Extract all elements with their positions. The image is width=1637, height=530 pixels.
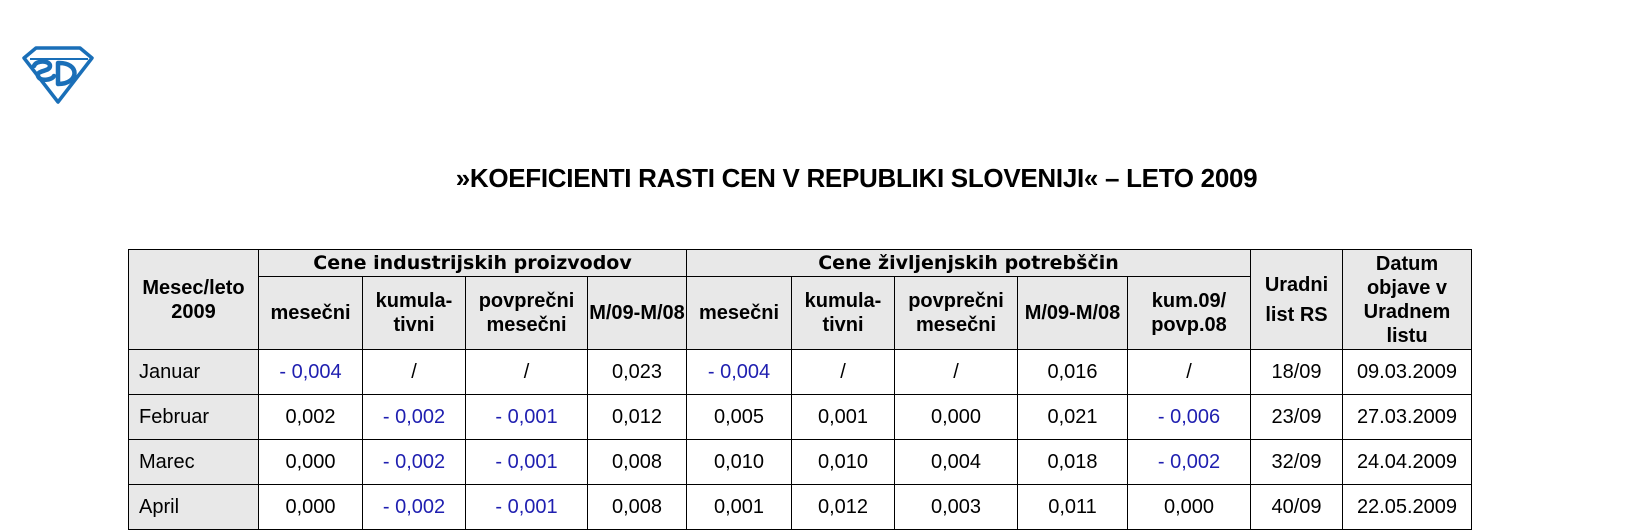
cell-liv-cum-vs-avg: / — [1128, 350, 1251, 395]
cell-liv-yoy: 0,016 — [1018, 350, 1128, 395]
cell-ind-monthly: - 0,004 — [259, 350, 363, 395]
cell-publish-date: 09.03.2009 — [1343, 350, 1472, 395]
cell-month: Februar — [129, 395, 259, 440]
cell-publish-date: 24.04.2009 — [1343, 440, 1472, 485]
page-title: »KOEFICIENTI RASTI CEN V REPUBLIKI SLOVENIJI« – LETO 2009 — [455, 163, 1258, 193]
header-liv-yoy: M/09-M/08 — [1018, 277, 1128, 350]
cell-gazette: 32/09 — [1251, 440, 1343, 485]
cell-liv-cumulative: 0,012 — [792, 485, 895, 530]
cell-ind-monthly: 0,000 — [259, 440, 363, 485]
cell-ind-yoy: 0,008 — [588, 440, 687, 485]
cell-ind-average: - 0,001 — [466, 485, 588, 530]
header-group-industrial: Cene industrijskih proizvodov — [259, 250, 687, 277]
cell-ind-cumulative: - 0,002 — [363, 485, 466, 530]
cell-ind-yoy: 0,008 — [588, 485, 687, 530]
cell-month: Januar — [129, 350, 259, 395]
cell-liv-average: 0,003 — [895, 485, 1018, 530]
cell-ind-yoy: 0,012 — [588, 395, 687, 440]
header-liv-cumulative: kumula-tivni — [792, 277, 895, 350]
cell-ind-cumulative: - 0,002 — [363, 440, 466, 485]
cell-ind-yoy: 0,023 — [588, 350, 687, 395]
cell-liv-average: / — [895, 350, 1018, 395]
header-ind-cumulative: kumula-tivni — [363, 277, 466, 350]
header-gazette: Uradni list RS — [1251, 250, 1343, 350]
cell-liv-cumulative: / — [792, 350, 895, 395]
cell-liv-cum-vs-avg: - 0,006 — [1128, 395, 1251, 440]
header-ind-yoy: M/09-M/08 — [588, 277, 687, 350]
cell-month: April — [129, 485, 259, 530]
cell-liv-monthly: 0,010 — [687, 440, 792, 485]
cell-gazette: 23/09 — [1251, 395, 1343, 440]
cell-gazette: 18/09 — [1251, 350, 1343, 395]
header-publish-date: Datum objave v Uradnem listu — [1343, 250, 1472, 350]
header-month-year: Mesec/leto 2009 — [129, 250, 259, 350]
cell-publish-date: 27.03.2009 — [1343, 395, 1472, 440]
cell-ind-average: / — [466, 350, 588, 395]
cell-liv-monthly: 0,001 — [687, 485, 792, 530]
cell-liv-cum-vs-avg: - 0,002 — [1128, 440, 1251, 485]
cell-ind-average: - 0,001 — [466, 395, 588, 440]
cell-ind-monthly: 0,002 — [259, 395, 363, 440]
cell-liv-yoy: 0,011 — [1018, 485, 1128, 530]
cell-liv-average: 0,004 — [895, 440, 1018, 485]
table-row — [129, 485, 1472, 530]
cell-liv-yoy: 0,018 — [1018, 440, 1128, 485]
table-row — [129, 350, 1472, 395]
cell-liv-cumulative: 0,010 — [792, 440, 895, 485]
cell-liv-average: 0,000 — [895, 395, 1018, 440]
cell-month: Marec — [129, 440, 259, 485]
header-liv-cum-vs-avg: kum.09/ povp.08 — [1128, 277, 1251, 350]
header-liv-average: povprečni mesečni — [895, 277, 1018, 350]
cell-liv-cum-vs-avg: 0,000 — [1128, 485, 1251, 530]
table-row — [129, 440, 1472, 485]
cell-publish-date: 22.05.2009 — [1343, 485, 1472, 530]
cell-liv-cumulative: 0,001 — [792, 395, 895, 440]
header-group-living: Cene življenjskih potrebščin — [687, 250, 1251, 277]
table-header-row-groups — [129, 250, 1472, 277]
header-ind-average: povprečni mesečni — [466, 277, 588, 350]
price-coefficients-table — [128, 249, 1472, 530]
price-coefficients-table-wrapper — [128, 249, 1472, 530]
cell-ind-monthly: 0,000 — [259, 485, 363, 530]
cell-ind-average: - 0,001 — [466, 440, 588, 485]
cell-liv-monthly: 0,005 — [687, 395, 792, 440]
cell-liv-monthly: - 0,004 — [687, 350, 792, 395]
header-liv-monthly: mesečni — [687, 277, 792, 350]
sd-logo-icon — [22, 46, 94, 104]
cell-ind-cumulative: - 0,002 — [363, 395, 466, 440]
header-ind-monthly: mesečni — [259, 277, 363, 350]
table-row — [129, 395, 1472, 440]
cell-ind-cumulative: / — [363, 350, 466, 395]
cell-gazette: 40/09 — [1251, 485, 1343, 530]
cell-liv-yoy: 0,021 — [1018, 395, 1128, 440]
